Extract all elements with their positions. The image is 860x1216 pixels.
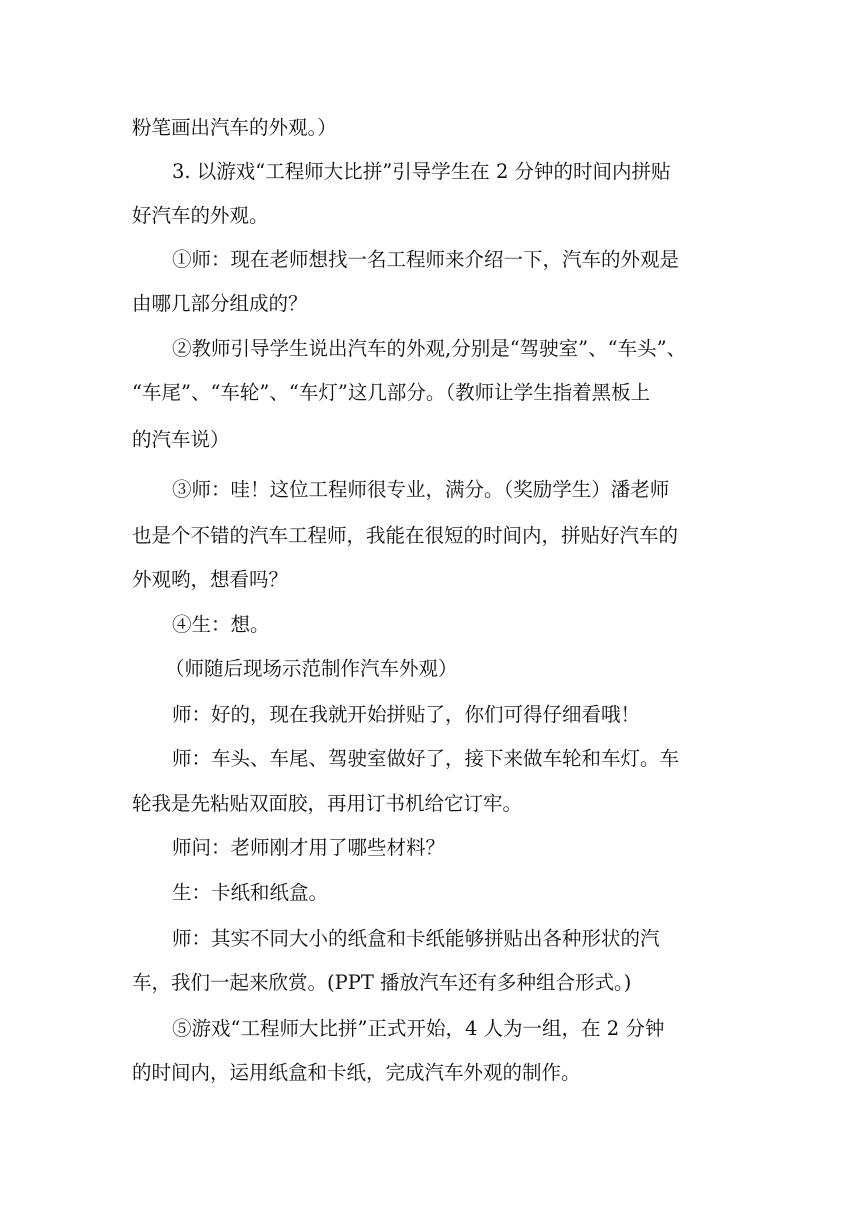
paragraph-line: 师：其实不同大小的纸盒和卡纸能够拼贴出各种形状的汽	[172, 927, 660, 950]
paragraph-line: 3. 以游戏“工程师大比拼”引导学生在 2 分钟的时间内拼贴	[172, 160, 671, 183]
paragraph-line: “车尾”、“车轮”、“车灯”这几部分。（教师让学生指着黑板上	[132, 381, 651, 404]
paragraph-line: ④生：想。	[172, 613, 270, 636]
paragraph-line: 师：车头、车尾、驾驶室做好了，接下来做车轮和车灯。车	[172, 747, 680, 770]
paragraph-line: 生：卡纸和纸盒。	[172, 881, 329, 904]
paragraph-line: 的汽车说）	[132, 428, 230, 451]
paragraph-line: 师：好的，现在我就开始拼贴了，你们可得仔细看哦！	[172, 703, 641, 726]
paragraph-line: 由哪几部分组成的？	[132, 292, 308, 315]
paragraph-line: 师问：老师刚才用了哪些材料？	[172, 836, 446, 859]
paragraph-line: ③师：哇！这位工程师很专业，满分。（奖励学生）潘老师	[172, 478, 670, 501]
paragraph-line: 粉笔画出汽车的外观。）	[132, 116, 337, 139]
paragraph-line: 的时间内，运用纸盒和卡纸，完成汽车外观的制作。	[132, 1061, 581, 1084]
paragraph-line: （师随后现场示范制作汽车外观）	[165, 657, 458, 680]
paragraph-line: 车，我们一起来欣赏。(PPT 播放汽车还有多种组合形式。)	[132, 971, 632, 994]
paragraph-line: 轮我是先粘贴双面胶，再用订书机给它订牢。	[132, 792, 523, 815]
paragraph-line: ⑤游戏“工程师大比拼”正式开始，4 人为一组，在 2 分钟	[172, 1017, 665, 1040]
paragraph-line: ①师：现在老师想找一名工程师来介绍一下，汽车的外观是	[172, 248, 680, 271]
paragraph-line: 外观哟，想看吗？	[132, 568, 289, 591]
paragraph-line: 好汽车的外观。	[132, 204, 269, 227]
paragraph-line: 也是个不错的汽车工程师，我能在很短的时间内，拼贴好汽车的	[132, 524, 679, 547]
paragraph-line: ②教师引导学生说出汽车的外观,分别是“驾驶室”、“车头”、	[172, 337, 687, 360]
